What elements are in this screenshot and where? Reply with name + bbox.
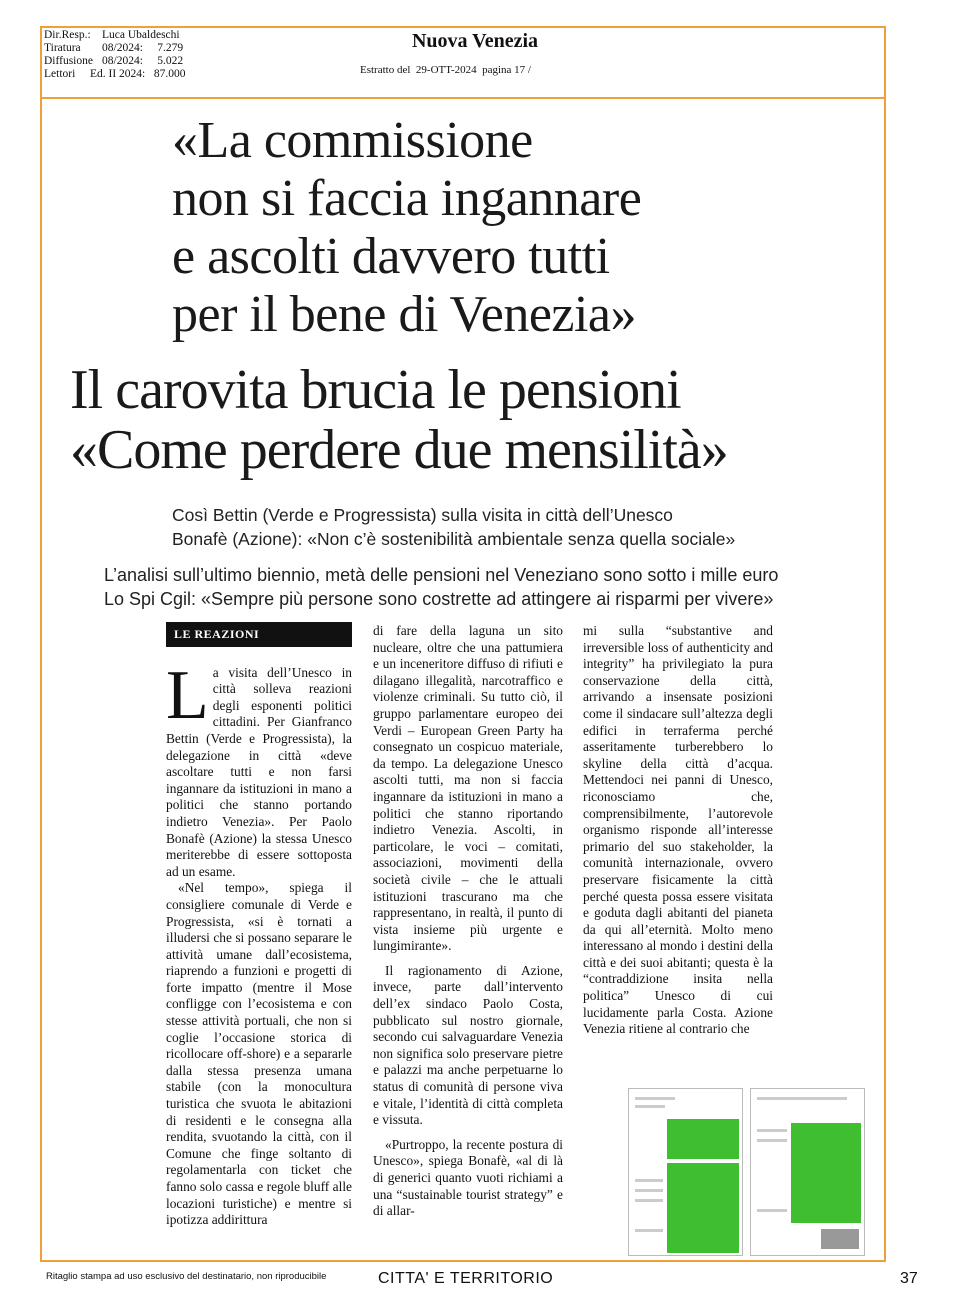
extract-info: Estratto del 29-OTT-2024 pagina 17 /	[360, 64, 531, 76]
article-paragraph: «Nel tempo», spiega il consigliere comunale di Verde e Progressista, «si è tornati a illudersi che si possano separare le attività umane dall’ecosistema, riaprendo a funzioni e progetti di forte impatto (mentre il Mose confligge con l’ecosistema e con stesse attività portuali, che non si coglie l’occasione storica di ricollocare off-shore) e a separarle dalla stessa presenza umana stabile (con la monocultura turistica che svuota le abitazioni di residenti e le consegna alla rendita, svuotando la città, con il Comune che finge soltanto di regolamentarla con ticket che fanno solo cassa e regole bluff alle locazioni turistiche) e mentre si ipotizza addirittura	[166, 880, 352, 1228]
headline-line: «Come perdere due mensilità»	[70, 419, 728, 481]
headline-line: e ascolti davvero tutti	[172, 228, 610, 285]
section-label: LE REAZIONI	[166, 622, 352, 647]
quote-headline	[172, 112, 872, 344]
subhead-line: Lo Spi Cgil: «Sempre più persone sono costrette ad attingere ai risparmi per vivere»	[104, 589, 774, 609]
paragraph-text: a visita dell’Unesco in città solleva reazioni degli esponenti politici cittadini. Per Gianfranco Bettin (Verde e Progressista), la delegazione in città «deve ascoltare tutti e non farsi ingannare da istituzioni in mano a politici che stanno portando indietro Venezia». Per Paolo Bonafè (Azione) la stessa Unesco meriterebbe di essere sottoposta ad un esame.	[166, 664, 352, 879]
newspaper-name: Nuova Venezia	[411, 30, 539, 52]
header-divider	[40, 97, 886, 99]
meta-label: Dir.Resp.:	[44, 29, 91, 41]
meta-label: Diffusione	[44, 55, 93, 67]
drop-cap: L	[166, 656, 209, 734]
meta-value: Ed. II 2024: 87.000	[90, 68, 186, 80]
headline-line: per il bene di Venezia»	[172, 286, 637, 343]
headline-line: non si faccia ingannare	[172, 170, 642, 227]
article-paragraph: Il ragionamento di Azione, invece, parte dall’intervento dell’ex sindaco Paolo Costa, pubblicato sul nostro giornale, secondo cui salvaguardare Venezia non significa solo preservare pietre e palazzi ma anche perpetuarne lo status di comunità di persone viva e vitale, l’identità di città completa e vissuta.	[373, 962, 563, 1128]
meta-value: Luca Ubaldeschi	[102, 29, 180, 41]
article-paragraph: «Purtroppo, la recente postura di Unesco», spiega Bonafè, «al di là di generici quanto vuoti richiami a una “sustainable tourist strategy” e di allar-	[373, 1136, 563, 1219]
article-column-3	[583, 623, 773, 1038]
subhead-line: Bonafè (Azione): «Non c’è sostenibilità ambientale senza quella sociale»	[172, 529, 736, 549]
subhead-line: L’analisi sull’ultimo biennio, metà delle pensioni nel Veneziano sono sotto i mille euro	[104, 565, 779, 585]
meta-value: 08/2024: 7.279	[102, 42, 184, 54]
article-paragraph	[166, 656, 352, 881]
footer-page-number: 37	[900, 1270, 918, 1287]
article-paragraph: mi sulla “substantive and irreversible loss of authenticity and integrity” ha privilegiato la pura conservazione della città, arrivando a insensate posizioni come il sindacare sull’altezza degli edifici in terraferma perché asseritamente turberebbero lo skyline della città d’acqua. Mettendoci nei panni di Unesco, riconosciamo che, comprensibilmente, l’autorevole organismo risponde all’interesse primario del suo stakeholder, la comunità internazionale, ovvero preservare fisicamente la città perché questa possa essere visitata e goduta dagli abitanti del pianeta da qui all’eternità. Molto meno interessano al mondo i destini della città e dei suoi abitanti; questa è la “contraddizione insita nella politica” Unesco di cui lucidamente parla Costa. Azione Venezia ritiene al contrario che	[583, 623, 773, 1037]
headline-line: «La commissione	[172, 112, 533, 169]
page-thumbnails	[628, 1088, 872, 1258]
meta-value: 08/2024: 5.022	[102, 55, 184, 67]
subhead-first	[172, 503, 735, 551]
article-column-1	[166, 622, 352, 1229]
page-thumbnail-1[interactable]	[628, 1088, 743, 1256]
subhead-line: Così Bettin (Verde e Progressista) sulla visita in città dell’Unesco	[172, 505, 673, 525]
headline-line: Il carovita brucia le pensioni	[70, 359, 681, 421]
meta-label: Tiratura	[44, 42, 81, 54]
main-headline	[70, 360, 930, 480]
page-thumbnail-2[interactable]	[750, 1088, 865, 1256]
meta-label: Lettori	[44, 68, 76, 80]
article-column-2	[373, 623, 563, 1220]
subhead-second	[104, 563, 778, 611]
footer-section: CITTA' E TERRITORIO	[378, 1270, 554, 1287]
article-paragraph: di fare della laguna un sito nucleare, oltre che una pattumiera e un inceneritore diffuso di rifiuti e dilagano illegalità, narcotraffico e violenze criminali. Su tutto ciò, il gruppo parlamentare europeo dei Verdi – European Green Party ha consegnato un cospicuo materiale, da tempo. La delegazione Unesco ascolti tutti, ma non si faccia ingannare da istituzioni in mano a politici che stanno riportando indietro Venezia. Ascolti, in particolare, le voci – comitati, associazioni, movimenti della società civile – che le attuali istituzioni trascurano ma che rappresentano, in realtà, il punto di vista insieme più urgente e lungimirante».	[373, 623, 563, 954]
footer-disclaimer: Ritaglio stampa ad uso esclusivo del destinatario, non riproducibile	[46, 1271, 327, 1282]
publication-meta	[44, 29, 186, 81]
